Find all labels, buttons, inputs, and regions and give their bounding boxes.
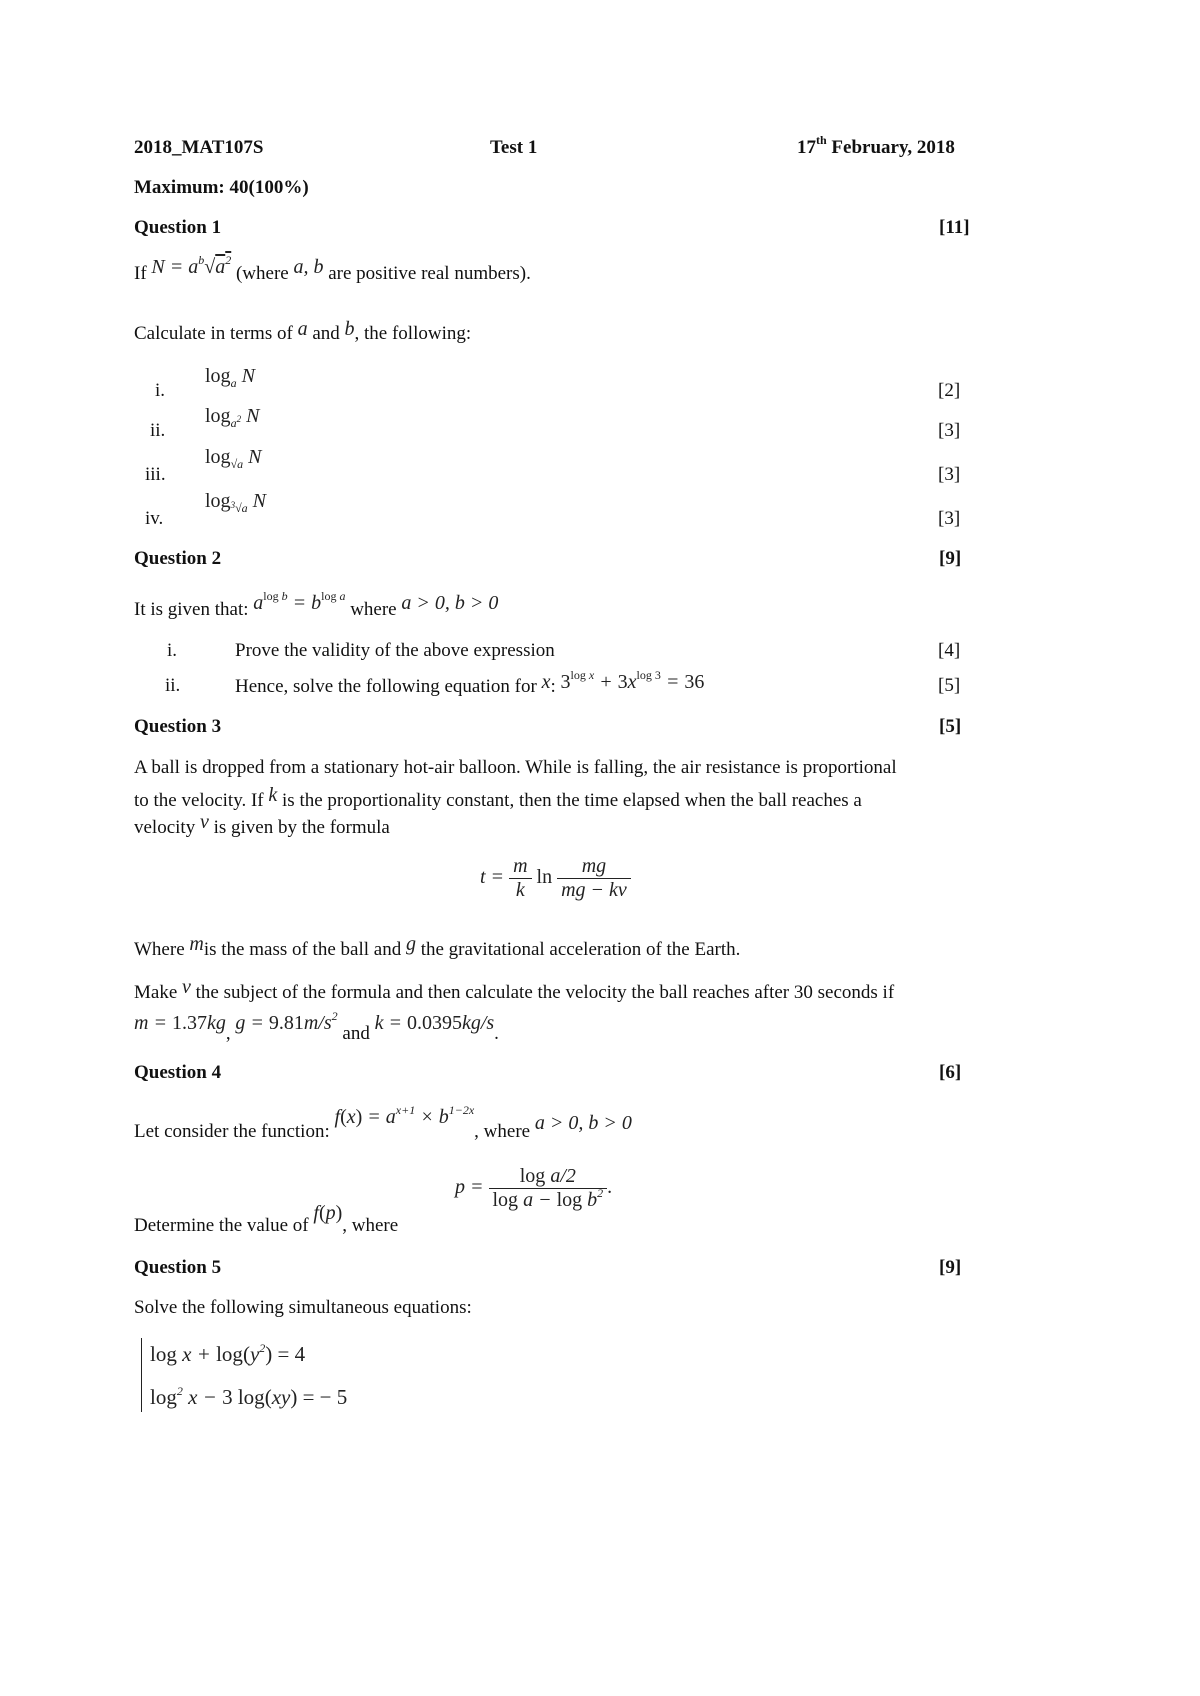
q4-where: , where — [474, 1121, 531, 1142]
q3-make-a: Make — [134, 982, 178, 1003]
q1-var-a: a — [297, 318, 308, 340]
q3-and: and — [342, 1023, 370, 1044]
q1-item-marks: [3] — [938, 464, 961, 485]
q5-marks: [9] — [939, 1257, 962, 1278]
q1-item-marks: [3] — [938, 508, 961, 529]
test-title: Test 1 — [490, 137, 538, 158]
q1-intro-end: are positive real numbers). — [328, 263, 531, 284]
q3-var-g: g — [405, 933, 416, 955]
q3-make-line — [134, 976, 895, 1004]
q2-given — [134, 589, 499, 621]
q3-paragraph-line — [134, 784, 862, 812]
q1-item-num: i. — [155, 380, 166, 401]
q2-item-num: ii. — [165, 675, 181, 696]
q1-item-expr: $\log_{^3√a} N$ — [205, 490, 266, 515]
q1-if: If — [134, 263, 147, 284]
q3-line2-a: to the velocity. If — [134, 790, 264, 811]
q3-where-b: is the mass of the ball and — [203, 939, 402, 960]
date-rest: February, 2018 — [831, 137, 955, 158]
q4-determine — [134, 1202, 399, 1237]
q3-marks: [5] — [939, 716, 962, 737]
q1-marks: [11] — [939, 217, 970, 238]
q4-let-text: Let consider the function: — [134, 1121, 330, 1142]
q2-given-text: It is given that: — [134, 599, 249, 620]
q3-make-b: the subject of the formula and then calculate the velocity the ball reaches after 30 seconds if — [195, 982, 895, 1003]
q1-item-marks: [3] — [938, 420, 961, 441]
q1-title: Question 1 — [134, 217, 222, 238]
q3-line2-b: is the proportionality constant, then the time elapsed when the ball reaches a — [282, 790, 862, 811]
q1-item-marks: [2] — [938, 380, 961, 401]
q2-title: Question 2 — [134, 548, 222, 569]
q4-determine-text: Determine the value of — [134, 1215, 309, 1236]
q3-paragraph-line — [134, 811, 390, 839]
q4-let — [134, 1103, 632, 1143]
q4-condition: a > 0, b > 0 — [534, 1112, 632, 1134]
course-code: 2018_MAT107S — [134, 137, 264, 158]
date-day: 17 — [797, 137, 816, 158]
q1-intro — [134, 253, 531, 285]
q1-calc-1: Calculate in terms of — [134, 323, 293, 344]
q5-title: Question 5 — [134, 1257, 222, 1278]
q3-var-v: v — [182, 976, 191, 998]
q1-item-expr: $\log_{a^2} N$ — [205, 405, 260, 430]
q3-var-v: v — [199, 811, 209, 833]
q3-formula: t = $\frac{m}{k}$ ln $\frac{mg}{mg - kv}$ — [480, 855, 631, 902]
q1-calc-end: , the following: — [354, 323, 472, 344]
test-date — [797, 133, 955, 159]
q1-item-expr: $\log_a N$ — [205, 365, 255, 390]
q2-marks: [9] — [939, 548, 962, 569]
q3-where-line — [134, 933, 741, 961]
date-suffix: th — [816, 133, 827, 147]
q3-var-m: m — [189, 933, 204, 955]
q3-line3-b: is given by the formula — [213, 817, 390, 838]
q1-ab-vars: a, b — [293, 256, 324, 278]
q2-equation: $3^{log x} + 3x^{log 3} = 36$ — [560, 668, 705, 693]
q3-where-c: the gravitational acceleration of the Earth. — [420, 939, 741, 960]
q3-gravity-value: $g = 9.81m/s^2$ — [235, 1009, 338, 1034]
q4-marks: [6] — [939, 1062, 962, 1083]
q3-k-value: k = 0.0395kg/s — [374, 1012, 495, 1034]
q1-item-num: iii. — [145, 464, 166, 485]
q1-var-b: b — [344, 318, 355, 340]
q4-p-definition: p = $\frac{\text{log a/2}}{\log a - \log b^2}$ . — [455, 1165, 613, 1211]
q2-item-marks: [5] — [938, 675, 961, 696]
q3-where-a: Where — [134, 939, 185, 960]
q5-equation-1: $\log x + \log(y^2) = 4$ — [150, 1341, 306, 1366]
q3-title: Question 3 — [134, 716, 222, 737]
q2-item-text: Hence, solve the following equation for x: $3^{log x} + 3x^{log 3} = 36$ — [235, 668, 705, 697]
q5-solve: Solve the following simultaneous equations: — [134, 1297, 472, 1318]
q1-where: (where — [235, 263, 289, 284]
q2-item-text: Prove the validity of the above expression — [235, 640, 555, 661]
q2-item-marks: [4] — [938, 640, 961, 661]
q2-item-num: i. — [167, 640, 178, 661]
q1-item-num: ii. — [150, 420, 166, 441]
q2-var-x: x — [541, 671, 551, 693]
q1-calc — [134, 318, 472, 345]
q4-f-of-p: f(p) — [313, 1202, 343, 1224]
q1-item-expr: $\log_{√a} N$ — [205, 446, 262, 471]
q2-condition: a > 0, b > 0 — [401, 592, 499, 614]
q3-mass-value: m = 1.37kg — [134, 1012, 226, 1034]
q4-title: Question 4 — [134, 1062, 222, 1083]
maximum-marks: Maximum: 40(100%) — [134, 177, 309, 198]
q2-item-text-label: Hence, solve the following equation for — [235, 676, 537, 697]
q1-item-num: iv. — [145, 508, 164, 529]
q1-calc-and: and — [312, 323, 340, 344]
q1-n-definition: $N = a^b√a^2$ — [151, 253, 232, 278]
q4-where2: , where — [342, 1215, 399, 1236]
q4-function: $f(x) = a^{x+1} \times b^{1-2x}$ — [334, 1103, 475, 1128]
q3-line3-a: velocity — [134, 817, 196, 838]
q2-identity: $a^{log b} = b^{log a}$ — [253, 589, 346, 614]
q3-var-k: k — [268, 784, 278, 806]
q3-paragraph-line: A ball is dropped from a stationary hot-air balloon. While is falling, the air resistance is proportional — [134, 757, 897, 778]
q5-equation-2: $\log^2 x - 3$ log(xy) = − 5 — [150, 1384, 348, 1409]
q5-system-brace — [141, 1338, 142, 1412]
q2-where: where — [350, 599, 397, 620]
q3-values: m = 1.37kg, $g = 9.81m/s^2$ and k = 0.0395kg/s. — [134, 1009, 499, 1044]
